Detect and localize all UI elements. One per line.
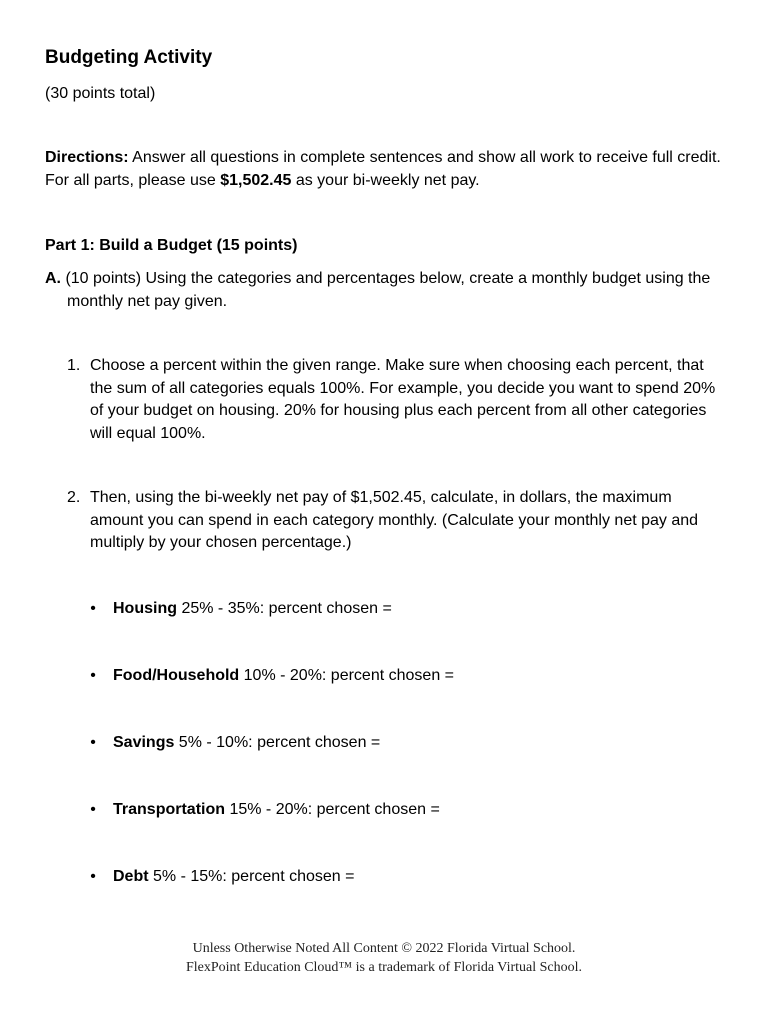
document-title: Budgeting Activity <box>45 47 213 68</box>
category-range: 5% - 15%: percent chosen = <box>148 868 355 885</box>
category-item-housing <box>88 598 708 621</box>
category-item-savings <box>88 732 708 755</box>
category-range: 15% - 20%: percent chosen = <box>225 801 440 818</box>
bullet-icon: • <box>90 734 96 751</box>
question-a-label: A. <box>45 270 61 287</box>
question-a <box>45 268 725 313</box>
part-1-heading: Part 1: Build a Budget (15 points) <box>45 237 298 254</box>
step-text: Choose a percent within the given range. Make sure when choosing each percent, that the sum of all categories equals 100%. For example, you decide you want to spend 20% of your budget on housing. 20% for housing plus each percent from all other categories will equal 100%. <box>90 357 716 442</box>
page-footer <box>0 939 768 977</box>
trademark-notice: FlexPoint Education Cloud™ is a trademark of Florida Virtual School. <box>185 960 582 975</box>
category-item-debt <box>88 866 708 889</box>
category-item-transportation <box>88 799 708 822</box>
bullet-icon: • <box>90 600 96 617</box>
category-name: Debt <box>113 868 149 885</box>
copyright-notice: Unless Otherwise Noted All Content © 2022 Florida Virtual School. <box>192 941 576 956</box>
category-name: Savings <box>113 734 175 751</box>
step-text: Then, using the bi-weekly net pay of $1,502.45, calculate, in dollars, the maximum amount you can spend in each category monthly. (Calculate your monthly net pay and multiply by your chosen percentage.) <box>90 489 699 551</box>
points-total: (30 points total) <box>45 85 156 102</box>
category-name: Food/Household <box>113 667 240 684</box>
directions-text-2: as your bi-weekly net pay. <box>291 171 480 189</box>
directions-text-1: Answer all questions in complete sentences and show all work to receive full credit. For all parts, please use <box>45 149 721 189</box>
bullet-icon: • <box>90 667 96 684</box>
category-item-food-household <box>88 665 708 688</box>
step-item <box>67 487 727 555</box>
net-pay-amount: $1,502.45 <box>220 171 292 189</box>
category-range: 10% - 20%: percent chosen = <box>239 667 454 684</box>
bullet-icon: • <box>90 868 96 885</box>
question-a-text: (10 points) Using the categories and percentages below, create a monthly budget using the monthly net pay given. <box>61 270 711 310</box>
bullet-icon: • <box>90 801 96 818</box>
category-range: 25% - 35%: percent chosen = <box>177 600 392 617</box>
directions-paragraph <box>45 147 735 192</box>
category-name: Transportation <box>113 801 226 818</box>
directions-label: Directions: <box>45 149 129 166</box>
step-item <box>67 355 727 445</box>
category-name: Housing <box>113 600 177 617</box>
step-number: 2. <box>67 489 81 506</box>
category-range: 5% - 10%: percent chosen = <box>174 734 381 751</box>
step-number: 1. <box>67 357 81 374</box>
